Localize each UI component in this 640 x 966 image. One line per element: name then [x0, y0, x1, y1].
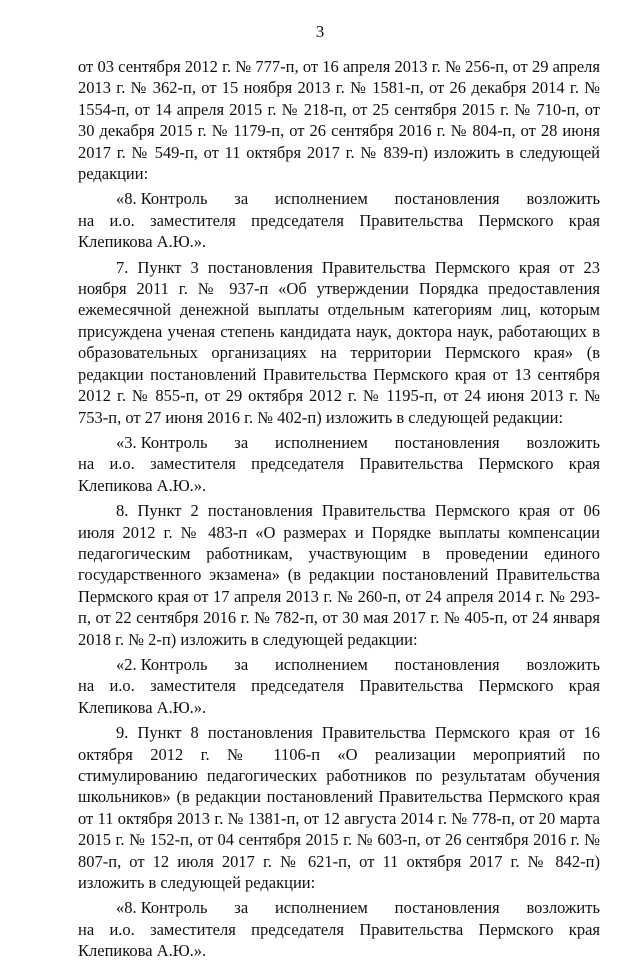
document-body	[78, 56, 600, 966]
quote-end: Клепикова А.Ю.».	[78, 941, 207, 961]
quote-word: края	[568, 676, 600, 696]
quote-word: и.о.	[109, 676, 135, 696]
quote-line	[78, 919, 600, 940]
quote-word: «8. Контроль	[116, 898, 208, 918]
quote-word: заместителя	[150, 210, 236, 230]
quote-word: постановления	[394, 432, 500, 452]
quote-block-3	[78, 654, 600, 718]
quote-line	[78, 453, 600, 474]
quote-block-4	[78, 897, 600, 961]
quote-word: Пермского	[478, 676, 554, 696]
quote-line	[78, 897, 600, 918]
paragraph-item-8: 8. Пункт 2 постановления Правительства Пермского края от 06 июля 2012 г. № 483-п «О размерах и Порядке выплаты компенсации педагогическим работникам, участвующим в проведении единого государственного экзамена» (в редакции постановлений Правительства Пермского края от 17 апреля 2013 г. № 260-п, от 24 апреля 2014 г. № 293-п, от 22 сентября 2016 г. № 782-п, от 30 мая 2017 г. № 405-п, от 24 января 2018 г. № 2-п) изложить в следующей редакции:	[78, 501, 600, 649]
quote-word: постановления	[394, 654, 500, 674]
quote-word: председателя	[251, 454, 345, 474]
quote-line	[78, 188, 600, 209]
quote-word: за	[234, 189, 249, 209]
quote-word: и.о.	[109, 454, 135, 474]
quote-word: исполнением	[274, 898, 368, 918]
quote-word: председателя	[251, 210, 345, 230]
quote-word: за	[234, 654, 249, 674]
quote-end: Клепикова А.Ю.».	[78, 697, 207, 717]
quote-word: возложить	[526, 654, 600, 674]
quote-word: «8. Контроль	[116, 189, 208, 209]
quote-word: постановления	[394, 898, 500, 918]
quote-word: на	[78, 676, 95, 696]
quote-line	[78, 210, 600, 231]
quote-word: края	[568, 919, 600, 939]
quote-word: края	[568, 454, 600, 474]
quote-word: Правительства	[359, 919, 464, 939]
quote-word: на	[78, 210, 95, 230]
quote-line	[78, 432, 600, 453]
quote-word: на	[78, 919, 95, 939]
quote-end: Клепикова А.Ю.».	[78, 475, 207, 495]
quote-line	[78, 675, 600, 696]
quote-word: возложить	[526, 189, 600, 209]
quote-word: Правительства	[359, 454, 464, 474]
quote-word: «3. Контроль	[116, 432, 208, 452]
paragraph-continuation: от 03 сентября 2012 г. № 777-п, от 16 апреля 2013 г. № 256-п, от 29 апреля 2013 г. № 362-п, от 15 ноября 2013 г. № 1581-п, от 26 декабря 2014 г. № 1554-п, от 14 апреля 2015 г. № 218-п, от 25 сентября 2015 г. № 710-п, от 30 декабря 2015 г. № 1179-п, от 26 сентября 2016 г. № 804-п, от 28 июня 2017 г. № 549-п, от 11 октября 2017 г. № 839-п) изложить в следующей редакции:	[78, 57, 600, 184]
quote-word: Пермского	[478, 210, 554, 230]
quote-word: заместителя	[150, 676, 236, 696]
quote-line	[78, 654, 600, 675]
quote-word: и.о.	[109, 919, 135, 939]
quote-end: Клепикова А.Ю.».	[78, 232, 207, 252]
quote-word: края	[568, 210, 600, 230]
quote-word: Правительства	[359, 676, 464, 696]
quote-word: за	[234, 432, 249, 452]
quote-word: заместителя	[150, 454, 236, 474]
quote-block-2	[78, 432, 600, 496]
quote-word: заместителя	[150, 919, 236, 939]
quote-word: возложить	[526, 898, 600, 918]
quote-word: исполнением	[274, 189, 368, 209]
page-number: 3	[315, 22, 325, 41]
quote-word: председателя	[251, 676, 345, 696]
quote-word: председателя	[251, 919, 345, 939]
quote-word: Пермского	[478, 919, 554, 939]
quote-word: исполнением	[274, 432, 368, 452]
paragraph-item-9: 9. Пункт 8 постановления Правительства Пермского края от 16 октября 2012 г. № 1106-п «О реализации мероприятий по стимулированию педагогических работников по результатам обучения школьников» (в редакции постановлений Правительства Пермского края от 11 октября 2013 г. № 1381-п, от 12 августа 2014 г. № 778-п, от 20 марта 2015 г. № 152-п, от 04 сентября 2015 г. № 603-п, от 26 сентября 2016 г. № 807-п, от 12 июля 2017 г. № 621-п, от 11 октября 2017 г. № 842-п) изложить в следующей редакции:	[78, 723, 600, 893]
quote-word: на	[78, 454, 95, 474]
quote-word: «2. Контроль	[116, 654, 208, 674]
quote-word: Пермского	[478, 454, 554, 474]
paragraph-item-7: 7. Пункт 3 постановления Правительства Пермского края от 23 ноября 2011 г. № 937-п «Об утверждении Порядка предоставления ежемесячной денежной выплаты отдельным категориям лиц, которым присуждена ученая степень кандидата наук, доктора наук, работающих в образовательных организациях на территории Пермского края» (в редакции постановлений Правительства Пермского края от 13 сентября 2012 г. № 855-п, от 29 октября 2012 г. № 1195-п, от 24 июня 2013 г. № 753-п, от 27 июня 2016 г. № 402-п) изложить в следующей редакции:	[78, 257, 600, 427]
quote-word: возложить	[526, 432, 600, 452]
quote-word: за	[234, 898, 249, 918]
quote-word: Правительства	[359, 210, 464, 230]
quote-word: и.о.	[109, 210, 135, 230]
quote-block-1	[78, 188, 600, 252]
quote-word: исполнением	[274, 654, 368, 674]
quote-word: постановления	[394, 189, 500, 209]
